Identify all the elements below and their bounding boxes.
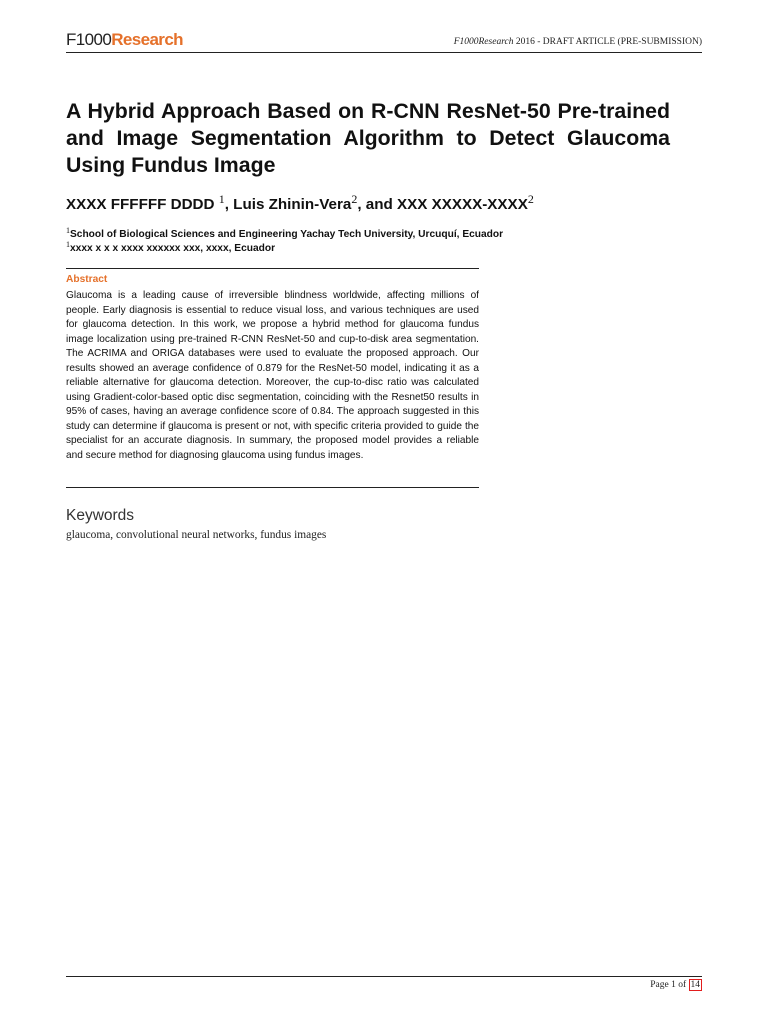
affiliation-mark: 1 bbox=[66, 240, 70, 249]
abstract-heading: Abstract bbox=[66, 274, 108, 285]
affiliation-text: School of Biological Sciences and Engineering Yachay Tech University, Urcuquí, Ecuador bbox=[70, 229, 504, 240]
logo-f1000: F1000 bbox=[66, 30, 112, 49]
author-affiliation-mark: 2 bbox=[527, 192, 534, 206]
abstract-section bbox=[66, 268, 479, 488]
logo-research: Research bbox=[111, 30, 183, 49]
author-separator: , bbox=[224, 196, 234, 213]
affiliation-list bbox=[66, 228, 626, 256]
author-separator: , and bbox=[357, 196, 397, 213]
page-number bbox=[650, 980, 702, 990]
author-affiliation-mark: 2 bbox=[351, 192, 358, 206]
affiliation-item bbox=[66, 228, 626, 242]
author-name: XXXX FFFFFF DDDD bbox=[66, 196, 219, 213]
draft-notice: 2016 - DRAFT ARTICLE (PRE-SUBMISSION) bbox=[513, 37, 702, 47]
keywords-text: glaucoma, convolutional neural networks, fundus images bbox=[66, 529, 327, 541]
affiliation-item bbox=[66, 242, 626, 256]
author-name: Luis Zhinin-Vera bbox=[233, 196, 352, 213]
affiliation-text: xxxx x x x xxxx xxxxxx xxx, xxxx, Ecuador bbox=[70, 243, 276, 254]
journal-name: F1000Research bbox=[453, 37, 514, 47]
f1000research-logo bbox=[66, 30, 183, 50]
article-title: A Hybrid Approach Based on R-CNN ResNet-50 Pre-trained and Image Segmentation Algorithm to Detect Glaucoma Using Fundus Image bbox=[66, 99, 670, 177]
page-prefix: Page 1 of bbox=[650, 980, 689, 990]
affiliation-mark: 1 bbox=[66, 226, 70, 235]
author-affiliation-mark: 1 bbox=[218, 192, 225, 206]
page-header bbox=[66, 28, 702, 53]
author-name: XXX XXXXX-XXXX bbox=[396, 196, 528, 213]
total-pages-link[interactable]: 14 bbox=[690, 980, 700, 990]
page-footer bbox=[66, 976, 702, 990]
abstract-text: Glaucoma is a leading cause of irreversible blindness worldwide, affecting millions of people. Early diagnosis is essential to reduce visual loss, and various techniques are used for glaucoma detection. In this work, we propose a hybrid method for glaucoma fundus image localization using pre-trained R-CNN ResNet-50 and cup-to-disk area segmentation. The ACRIMA and ORIGA databases were used to evaluate the proposed approach. Our results showed an average confidence of 0.879 for the ResNet-50 model, indicating it as a reliable alternative for glaucoma detection. Moreover, the cup-to-disc ratio was calculated using Gradient-color-based optic disc segmentation, coinciding with the Resnet50 results in 95% of cases, having an average confidence score of 0.84. The approach suggested in this study can determine if glaucoma is present or not, with specific criteria provided to guide the specialist for an accurate diagnosis. In summary, the proposed model provides a reliable and secure method for diagnosing glaucoma using fundus images. bbox=[66, 290, 479, 461]
keywords-heading: Keywords bbox=[66, 507, 135, 524]
author-list bbox=[66, 194, 706, 216]
running-head bbox=[454, 37, 702, 47]
